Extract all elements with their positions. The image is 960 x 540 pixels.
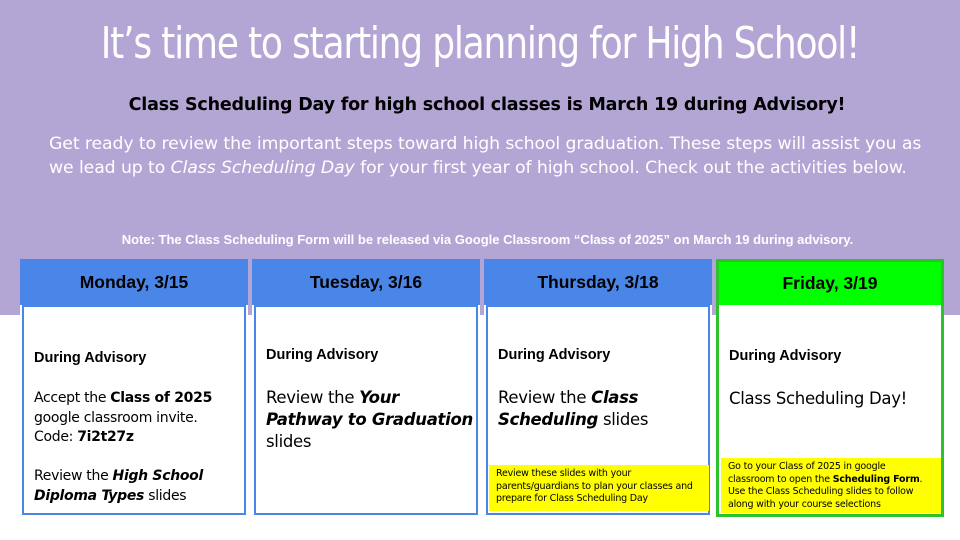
page-subtitle: Class Scheduling Day for high school classes is March 19 during Advisory! (128, 95, 846, 115)
card-thursday-section: During Advisory (498, 347, 611, 363)
card-tuesday-text: Review the Your Pathway to Graduation slides (266, 388, 473, 451)
intro-text-2: for your first year of high school. Check out the activities below. (354, 158, 907, 178)
card-thursday-body (486, 305, 710, 515)
page-title: It’s time to starting planning for High School! (100, 18, 860, 69)
card-friday (716, 259, 944, 517)
card-thursday (484, 259, 712, 517)
classroom-code: 7i2t27z (77, 429, 134, 445)
card-tuesday-header: Tuesday, 3/16 (252, 259, 480, 305)
card-thursday-text: Review the Class Scheduling slides (498, 388, 649, 429)
card-friday-header: Friday, 3/19 (719, 262, 941, 305)
card-friday-body (719, 305, 941, 514)
card-monday-section: During Advisory (34, 350, 147, 366)
card-monday (20, 259, 248, 517)
scheduling-form-note: Note: The Class Scheduling Form will be released via Google Classroom “Class of 2025” on March 19 during advisory. (121, 232, 854, 247)
intro-emphasis: Class Scheduling Day (170, 158, 355, 178)
card-tuesday-body (254, 305, 478, 515)
card-friday-callout: Go to your Class of 2025 in google classroom to open the Scheduling Form. Use the Class Scheduling slides to follow along with your course selections (721, 458, 941, 513)
card-monday-body (22, 305, 246, 515)
intro-paragraph (49, 132, 929, 180)
card-tuesday-section: During Advisory (266, 347, 379, 363)
card-monday-header: Monday, 3/15 (20, 259, 248, 305)
card-monday-diploma-text: Review the High School Diploma Types slides (34, 468, 203, 504)
card-monday-invite-text: Accept the Class of 2025 google classroom invite. Code: 7i2t27z (34, 390, 213, 445)
card-friday-text: Class Scheduling Day! (729, 389, 907, 408)
card-thursday-callout: Review these slides with your parents/guardians to plan your classes and prepare for Class Scheduling Day (489, 465, 709, 511)
scheduling-form-label: Scheduling Form (832, 473, 920, 485)
intro-text-1: Get ready to review the important steps toward high school graduation. These steps will assist you as we lead up to (49, 134, 922, 178)
card-tuesday (252, 259, 480, 517)
card-thursday-header: Thursday, 3/18 (484, 259, 712, 305)
card-friday-section: During Advisory (729, 348, 842, 364)
